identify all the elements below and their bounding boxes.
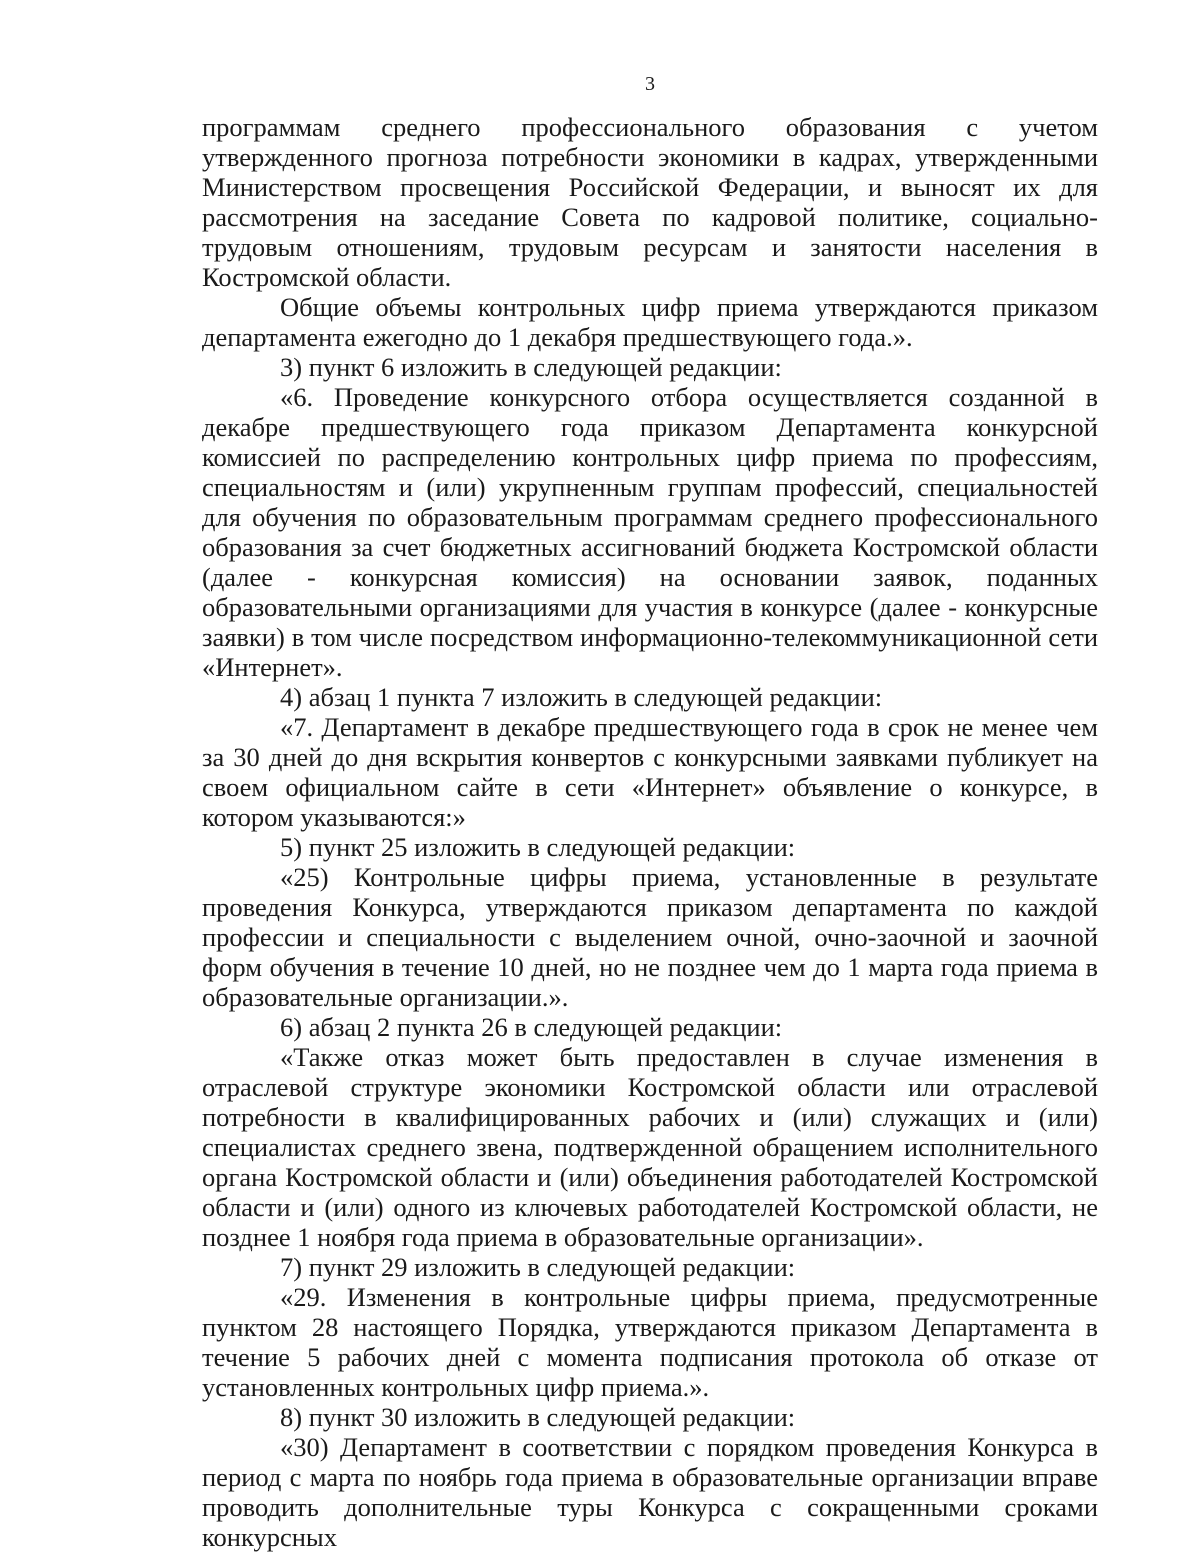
amendment-text-point-29: «29. Изменения в контрольные цифры приема, предусмотренные пунктом 28 настоящего Порядка, утверждаются приказом Департамента в течение 5 рабочих дней с момента подписания протокола об отказе от установленных контрольных цифр приема.». [202,1282,1098,1402]
amendment-heading-8: 8) пункт 30 изложить в следующей редакции: [280,1402,796,1432]
amendment-heading-7: 7) пункт 29 изложить в следующей редакции: [280,1252,796,1282]
amendment-heading-4: 4) абзац 1 пункта 7 изложить в следующей редакции: [280,682,883,712]
paragraph-control-figures-volumes: Общие объемы контрольных цифр приема утверждаются приказом департамента ежегодно до 1 декабря предшествующего года.». [202,292,1098,352]
amendment-text-point-7: «7. Департамент в декабре предшествующего года в срок не менее чем за 30 дней до дня вскрытия конвертов с конкурсными заявками публикует на своем официальном сайте в сети «Интернет» объявление о конкурсе, в котором указываются:» [202,712,1098,832]
amendment-text-point-6: «6. Проведение конкурсного отбора осуществляется созданной в декабре предшествующего года приказом Департамента конкурсной комиссией по распределению контрольных цифр приема по профессиям, специальностям и (или) укрупненным группам профессий, специальностей для обучения по образовательным программам среднего профессионального образования за счет бюджетных ассигнований бюджета Костромской области (далее - конкурсная комиссия) на основании заявок, поданных образовательными организациями для участия в конкурсе (далее - конкурсные заявки) в том числе посредством информационно-телекоммуникационной сети «Интернет». [202,382,1098,682]
page-number: 3 [645,73,655,95]
document-body [202,112,1098,1552]
amendment-heading-6: 6) абзац 2 пункта 26 в следующей редакции: [280,1012,783,1042]
amendment-heading-3: 3) пункт 6 изложить в следующей редакции: [280,352,782,382]
amendment-text-point-25: «25) Контрольные цифры приема, установленные в результате проведения Конкурса, утверждаются приказом департамента по каждой профессии и специальности с выделением очной, очно-заочной и заочной форм обучения в течение 10 дней, но не позднее чем до 1 марта года приема в образовательные организации.». [202,862,1098,1012]
paragraph-continuation: программам среднего профессионального образования с учетом утвержденного прогноза потребности экономики в кадрах, утвержденными Министерством просвещения Российской Федерации, и выносят их для рассмотрения на заседание Совета по кадровой политике, социально-трудовым отношениям, трудовым ресурсам и занятости населения в Костромской области. [202,112,1098,292]
amendment-text-point-30: «30) Департамент в соответствии с порядком проведения Конкурса в период с марта по ноябрь года приема в образовательные организации вправе проводить дополнительные туры Конкурса с сокращенными сроками конкурсных [202,1432,1098,1552]
amendment-text-point-26: «Также отказ может быть предоставлен в случае изменения в отраслевой структуре экономики Костромской области или отраслевой потребности в квалифицированных рабочих и (или) служащих и (или) специалистах среднего звена, подтвержденной обращением исполнительного органа Костромской области и (или) объединения работодателей Костромской области и (или) одного из ключевых работодателей Костромской области, не позднее 1 ноября года приема в образовательные организации». [202,1042,1098,1252]
amendment-heading-5: 5) пункт 25 изложить в следующей редакции: [280,832,796,862]
